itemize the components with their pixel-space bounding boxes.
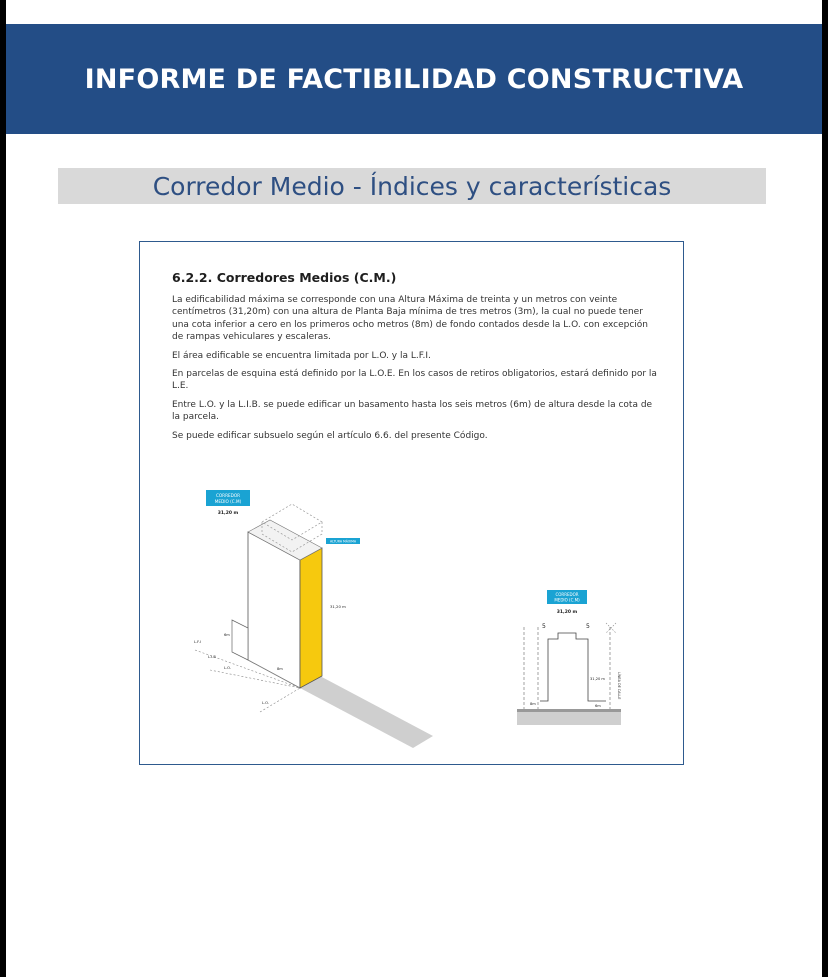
section-mid-height: 31,20 m	[590, 677, 605, 681]
isometric-diagram	[194, 490, 433, 748]
ground-strip	[300, 676, 433, 748]
page-title: INFORME DE FACTIBILIDAD CONSTRUCTIVA	[84, 63, 744, 95]
header-banner	[6, 24, 822, 134]
lo-label-left: L.O.	[224, 666, 231, 670]
paragraph-4: Entre L.O. y la L.I.B. se puede edificar un basamento hasta los seis metros (6m) de altura desde la cota de la parcela.	[172, 399, 653, 423]
dim-8m-label: 8m	[277, 667, 283, 671]
basamento	[232, 620, 248, 660]
paragraph-3: En parcelas de esquina está definido por la L.O.E. En los casos de retiros obligatorios, estará definido por la L.E.	[172, 369, 657, 392]
section-heading: Corredor Medio - Índices y características	[152, 171, 672, 201]
altura-tag-text: ALTURA MÁXIMA	[329, 539, 357, 544]
paragraph-1: La edificabilidad máxima se corresponde con una Altura Máxima de treinta y un metros con veinte centímetros (31,20m) con una altura de Planta Baja mínima de tres metros (3m), la cual no puede tener una cota inferior a cero en los primeros ocho metros (8m) de fondo contados desde la L.O. con excepción de rampas vehiculares y escaleras.	[172, 295, 648, 343]
lib-label: L.I.B	[208, 655, 216, 659]
section-vertical-label: LÍNEA DE CALLE	[617, 672, 621, 700]
lo-label-front: L.O.	[262, 701, 269, 705]
section-height-label: 31,20 m	[556, 610, 578, 615]
excerpt-title: 6.2.2. Corredores Medios (C.M.)	[172, 270, 397, 285]
setback-label-right: 5	[586, 623, 590, 630]
section-outline	[540, 633, 606, 701]
section-diagram	[517, 590, 622, 725]
side-height-label: 31,20 m	[330, 604, 346, 609]
setback-label-left: 5	[542, 623, 546, 630]
dim-6m-label: 6m	[224, 633, 230, 637]
zone-height-label: 31,20 m	[217, 511, 239, 516]
zone-tag-line1: CORREDOR	[215, 493, 241, 498]
document-page	[6, 0, 822, 977]
section-tag-line1: CORREDOR	[555, 592, 579, 597]
document-excerpt-frame	[139, 241, 684, 765]
lfi-label: L.F.I	[194, 640, 201, 644]
zone-tag-line2: MEDIO (C.M)	[214, 499, 242, 504]
section-dim-6m: 6m	[595, 704, 601, 708]
section-dim-8m: 8m	[530, 702, 536, 706]
building-diagrams	[140, 242, 683, 764]
section-tag-line2: MEDIO (C.M)	[554, 597, 580, 603]
building-front-face	[300, 548, 322, 688]
paragraph-2: El área edificable se encuentra limitada por L.O. y la L.F.I.	[172, 350, 431, 361]
subheader-bar	[58, 168, 766, 204]
paragraph-5: Se puede edificar subsuelo según el artículo 6.6. del presente Código.	[172, 430, 488, 441]
